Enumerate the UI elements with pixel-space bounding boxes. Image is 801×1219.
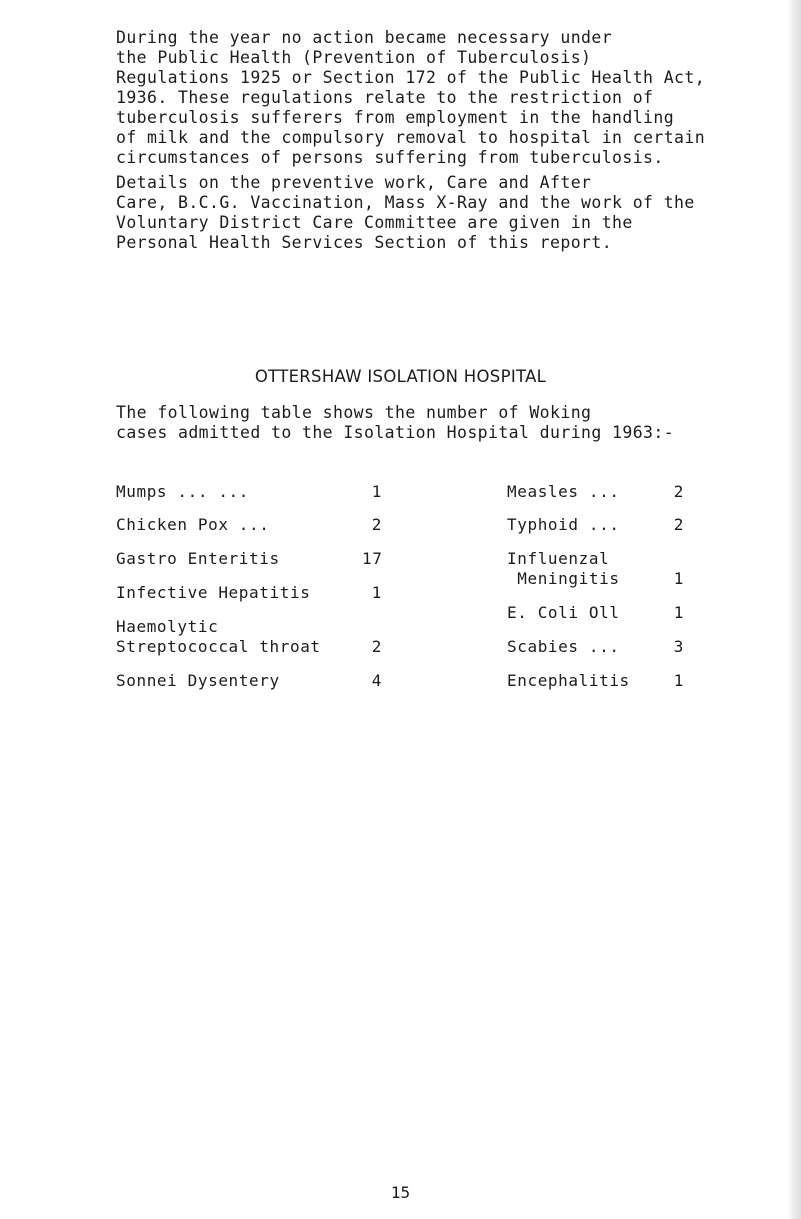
disease-label: Typhoid ... bbox=[507, 515, 620, 534]
case-count: 1 bbox=[673, 569, 684, 588]
case-count: 2 bbox=[371, 515, 382, 534]
table-intro-paragraph: The following table shows the number of Woking cases admitted to the Isolation Hospital during 1963:- bbox=[116, 403, 675, 442]
disease-label: Infective Hepatitis bbox=[116, 583, 311, 602]
disease-label: Mumps ... ... bbox=[116, 482, 250, 501]
case-count: 1 bbox=[673, 671, 684, 690]
page-edge-shadow bbox=[787, 0, 801, 1219]
page-number: 15 bbox=[390, 1183, 411, 1202]
disease-label: Sonnei Dysentery bbox=[116, 671, 280, 690]
disease-label: Haemolytic Streptococcal throat bbox=[116, 617, 321, 656]
disease-label: E. Coli Oll bbox=[507, 603, 620, 622]
disease-label: Scabies ... bbox=[507, 637, 620, 656]
preventive-work-paragraph: Details on the preventive work, Care and After Care, B.C.G. Vaccination, Mass X-Ray and the work of the Voluntary District Care Committee are given in the Personal Health Services Section of this report. bbox=[116, 173, 695, 252]
section-heading: OTTERSHAW ISOLATION HOSPITAL bbox=[254, 367, 547, 386]
tuberculosis-regulations-paragraph: During the year no action became necessary under the Public Health (Prevention of Tuberculosis) Regulations 1925 or Section 172 of the Public Health Act, 1936. These regulations relate to the restriction of tuberculosis sufferers from employment in the handling of milk and the compulsory removal to hospital in certain circumstances of persons suffering from tuberculosis. bbox=[116, 28, 706, 167]
case-count: 1 bbox=[673, 603, 684, 622]
case-count: 3 bbox=[673, 637, 684, 656]
case-count: 2 bbox=[673, 515, 684, 534]
disease-label: Chicken Pox ... bbox=[116, 515, 270, 534]
case-count: 2 bbox=[371, 637, 382, 656]
case-count: 1 bbox=[371, 482, 382, 501]
disease-label: Measles ... bbox=[507, 482, 620, 501]
case-count: 4 bbox=[371, 671, 382, 690]
case-count: 2 bbox=[673, 482, 684, 501]
disease-label: Gastro Enteritis bbox=[116, 549, 280, 568]
disease-label: Influenzal Meningitis bbox=[507, 549, 620, 588]
case-count: 17 bbox=[362, 549, 383, 568]
disease-label: Encephalitis bbox=[507, 671, 630, 690]
case-count: 1 bbox=[371, 583, 382, 602]
